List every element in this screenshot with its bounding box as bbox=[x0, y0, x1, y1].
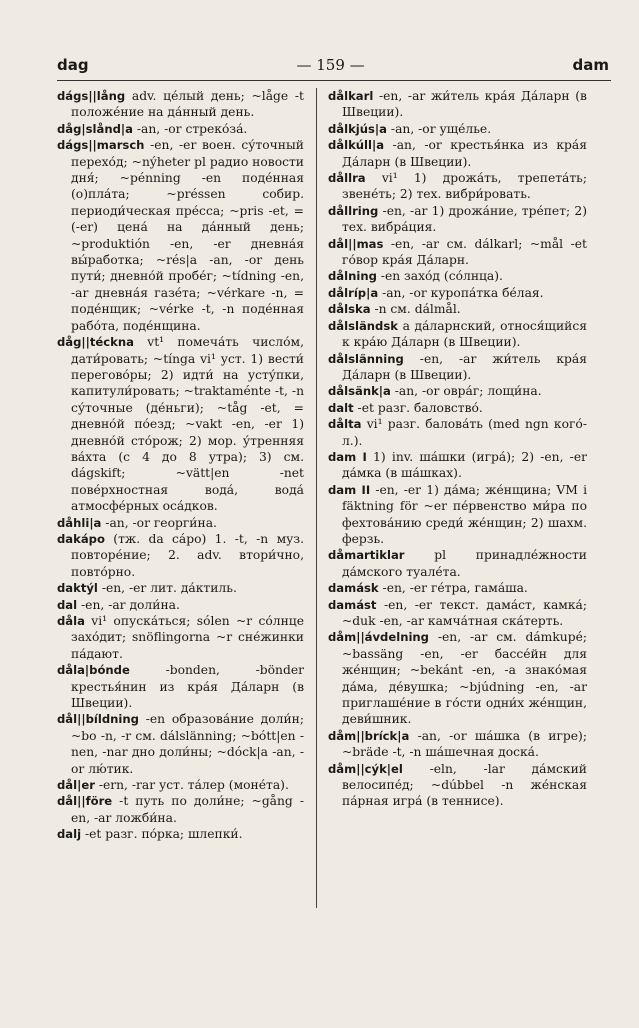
entry-headword: dåla|bónde bbox=[57, 663, 130, 678]
entry-definition: -en, -er 1) да́ма; же́нщина; VM i fäktning för ~er пе́рвенство ми́ра по фехтова́нию среди́ же́нщин; 2) шахм. ферзь. bbox=[342, 482, 587, 546]
entry-headword: dålslänning bbox=[328, 351, 404, 366]
dictionary-entry bbox=[328, 88, 587, 121]
entry-definition: -en, -er лит. да́ктиль. bbox=[97, 581, 237, 596]
entry-headword: dakápo bbox=[57, 531, 105, 546]
dictionary-entry bbox=[328, 580, 587, 596]
column-divider bbox=[316, 88, 317, 908]
entry-headword: dåmartiklar bbox=[328, 548, 405, 563]
dictionary-entry bbox=[57, 515, 304, 531]
entry-definition: -et разг. баловство́. bbox=[353, 400, 483, 415]
entry-definition: -en, -ar жи́тель кра́я Да́ларн (в Швеции). bbox=[342, 89, 587, 120]
dictionary-entry bbox=[57, 121, 304, 137]
entry-definition: -en, -er текст. дама́ст, камка́; ~duk -en, -ar камча́тная ска́терть. bbox=[342, 597, 587, 628]
entry-headword: dålkjús|a bbox=[328, 121, 387, 136]
dictionary-entry bbox=[328, 547, 587, 580]
right-column bbox=[328, 88, 587, 810]
entry-headword: dåhli|a bbox=[57, 515, 102, 530]
entry-definition: -en, -ar жи́тель кра́я Да́ларн (в Швеции). bbox=[342, 351, 587, 382]
entry-headword: dágs||marsch bbox=[57, 138, 145, 153]
entry-headword: dålska bbox=[328, 302, 371, 317]
entry-definition: -en, -er воен. су́точный перехо́д; ~nýheter pl радио новости дня́; ~pénning -en поде́нная (о)пла́та; ~préssen собир. периоди́ческая пре́сса; ~pris -et, = (-er) цена́ на да́нный день; ~produktión -en, -er дневна́я вы́работка; ~rés|a -an, -or день пути́; дневно́й пробе́г; ~tídning -en, -ar дневна́я газе́та; ~vérkare -n, = поде́нщик; ~vérke -t, -n поде́нная рабо́та, поде́нщина. bbox=[71, 138, 304, 333]
dictionary-entry bbox=[57, 334, 304, 514]
entry-definition: -en, -ar см. dámkupé; ~bassäng -en, -er бассе́йн для же́нщин; ~bekánt -en, -a знако́мая да́ма, де́вушка; ~bjúdning -en, -ar приглаше́ние в го́сти одни́х же́нщин, деви́шник. bbox=[342, 630, 587, 727]
entry-headword: dåg||téckna bbox=[57, 335, 134, 350]
entry-definition: vi¹ 1) дрожа́ть, трепета́ть; звене́ть; 2) тех. вибри́ровать. bbox=[342, 171, 587, 202]
dictionary-entry bbox=[328, 597, 587, 630]
dictionary-entry bbox=[328, 285, 587, 301]
dictionary-entry bbox=[328, 728, 587, 761]
entry-headword: dåm||cýk|el bbox=[328, 761, 403, 776]
entry-headword: dålsländsk bbox=[328, 318, 398, 333]
entry-definition: -an, -or крестья́нка из кра́я Да́ларн (в Швеции). bbox=[342, 138, 587, 169]
dictionary-entry bbox=[57, 531, 304, 580]
page-header bbox=[57, 56, 609, 78]
dictionary-entry bbox=[328, 318, 587, 351]
left-column bbox=[57, 88, 304, 843]
entry-definition: -en захо́д (со́лнца). bbox=[376, 269, 503, 284]
entry-definition: vt¹ помеча́ть число́м, дати́ровать; ~tínga vi¹ уст. 1) вести́ перегово́ры; 2) идти́ на усту́пки, капитули́ровать; ~traktaménte -t, -n су́точные (де́ньги); ~tåg -et, = дневно́й по́езд; ~vakt -en, -er 1) дневно́й сто́рож; 2) мор. у́тренняя ва́хта (с 4 до 8 утра); 3) см. dágskift; ~vätt|en -net пове́рхностная вода́, вода́ атмосфе́рных оса́дков. bbox=[71, 335, 304, 514]
entry-headword: dål||bíldning bbox=[57, 712, 139, 727]
entry-headword: dålríp|a bbox=[328, 285, 379, 300]
entry-headword: dåla bbox=[57, 614, 85, 628]
dictionary-entry bbox=[57, 88, 304, 121]
entry-headword: dål||före bbox=[57, 794, 113, 809]
dictionary-entry bbox=[328, 449, 587, 482]
entry-headword: damást bbox=[328, 597, 377, 612]
entry-definition: -en, -er ге́тра, гама́ша. bbox=[378, 581, 528, 596]
entry-definition: -en, -ar доли́на. bbox=[77, 597, 180, 612]
dictionary-entry bbox=[328, 351, 587, 384]
entry-definition: -bonden, -bönder крестья́нин из кра́я Да́ларн (в Швеции). bbox=[71, 663, 304, 711]
entry-headword: dam II bbox=[328, 482, 371, 497]
entry-definition: -an, -or георги́на. bbox=[101, 515, 217, 530]
entry-headword: dåm||ávdelning bbox=[328, 630, 429, 645]
entry-headword: dål|er bbox=[57, 778, 95, 793]
dictionary-entry bbox=[328, 268, 587, 284]
entry-headword: dåm||bríck|a bbox=[328, 728, 410, 743]
dictionary-entry bbox=[57, 711, 304, 777]
entry-definition: -t путь по доли́не; ~gång -en, -ar ложби́на. bbox=[71, 794, 304, 825]
entry-headword: dålkúll|a bbox=[328, 138, 385, 153]
entry-headword: dágs||lång bbox=[57, 89, 126, 103]
dictionary-entry bbox=[57, 597, 304, 613]
dictionary-entry bbox=[57, 580, 304, 596]
entry-definition: -et разг. по́рка; шлепки́. bbox=[81, 827, 243, 842]
entry-definition: -an, -or куропа́тка бе́лая. bbox=[378, 285, 544, 300]
dictionary-entry bbox=[57, 137, 304, 334]
dictionary-entry bbox=[328, 416, 587, 449]
entry-headword: dållra bbox=[328, 171, 366, 186]
entry-headword: dållring bbox=[328, 203, 379, 218]
entry-definition: -en, -ar 1) дрожа́ние, тре́пет; 2) тех. вибра́ция. bbox=[342, 203, 587, 235]
dictionary-entry bbox=[57, 613, 304, 662]
page-number: — 159 — bbox=[296, 56, 365, 74]
header-rule bbox=[57, 80, 611, 81]
dictionary-entry bbox=[328, 137, 587, 170]
dictionary-entry bbox=[328, 761, 587, 810]
dictionary-entry bbox=[57, 777, 304, 793]
entry-definition: pl принадле́жности да́мского туале́та. bbox=[342, 548, 587, 579]
dictionary-entry bbox=[328, 236, 587, 269]
entry-definition: -an, -or уще́лье. bbox=[387, 121, 492, 136]
dictionary-entry bbox=[57, 826, 304, 842]
dictionary-entry bbox=[328, 170, 587, 203]
dictionary-entry bbox=[328, 383, 587, 399]
entry-headword: dålta bbox=[328, 417, 362, 432]
entry-definition: vi¹ опуска́ться; sólen ~r со́лнце захо́дит; snöflingorna ~r сне́жинки па́дают. bbox=[71, 614, 304, 661]
entry-headword: dålkarl bbox=[328, 89, 374, 103]
dictionary-entry bbox=[328, 301, 587, 317]
entry-headword: dam I bbox=[328, 449, 367, 464]
entry-definition: vi¹ разг. балова́ть (med ngn кого́-л.). bbox=[342, 417, 587, 448]
entry-definition: -ern, -rar уст. та́лер (моне́та). bbox=[94, 778, 289, 793]
entry-headword: dålning bbox=[328, 269, 377, 284]
entry-headword: dålsänk|a bbox=[328, 384, 391, 399]
entry-definition: -en образова́ние доли́н; ~bo -n, -r см. dálslänning; ~bótt|en -nen, -nar дно доли́ны; ~dóck|a -an, -or лю́тик. bbox=[71, 712, 304, 776]
entry-definition: a да́ларнский, относя́щийся к кра́ю Да́ларн (в Швеции). bbox=[342, 318, 587, 350]
entry-headword: damásk bbox=[328, 581, 379, 596]
dictionary-entry bbox=[328, 203, 587, 236]
entry-definition: -eln, -lar да́мский велосипе́д; ~dúbbel -n же́нская па́рная игра́ (в теннисе). bbox=[342, 761, 587, 809]
header-right-word: dam bbox=[572, 56, 609, 74]
entry-headword: daktýl bbox=[57, 581, 98, 596]
entry-definition: -en, -ar см. dálkarl; ~mål -et го́вор кра́я Да́ларн. bbox=[342, 236, 587, 268]
entry-headword: dåg|slånd|a bbox=[57, 121, 133, 136]
entry-definition: -an, -or стреко́за́. bbox=[132, 121, 248, 136]
entry-headword: dalj bbox=[57, 827, 82, 842]
dictionary-entry bbox=[57, 662, 304, 711]
entry-definition: adv. це́лый день; ~låge -t положе́ние на да́нный день. bbox=[71, 89, 304, 120]
entry-definition: -n см. dálmål. bbox=[370, 302, 461, 317]
entry-definition: 1) inv. ша́шки (игра́); 2) -en, -er да́мка (в ша́шках). bbox=[342, 449, 587, 481]
entry-definition: -an, -or овра́г; лощи́на. bbox=[390, 384, 542, 399]
header-left-word: dag bbox=[57, 56, 89, 74]
dictionary-entry bbox=[328, 400, 587, 416]
entry-definition: -an, -or ша́шка (в игре); ~bräde -t, -n ша́шечная доска́. bbox=[342, 728, 587, 760]
entry-headword: dål||mas bbox=[328, 236, 384, 251]
entry-headword: dalt bbox=[328, 400, 354, 415]
dictionary-entry bbox=[328, 482, 587, 548]
entry-definition: (тж. da cápo) 1. -t, -n муз. повторе́ние; 2. adv. втори́чно, повто́рно. bbox=[71, 531, 304, 579]
dictionary-entry bbox=[57, 793, 304, 826]
entry-headword: dal bbox=[57, 597, 78, 612]
dictionary-entry bbox=[328, 629, 587, 727]
dictionary-entry bbox=[328, 121, 587, 137]
